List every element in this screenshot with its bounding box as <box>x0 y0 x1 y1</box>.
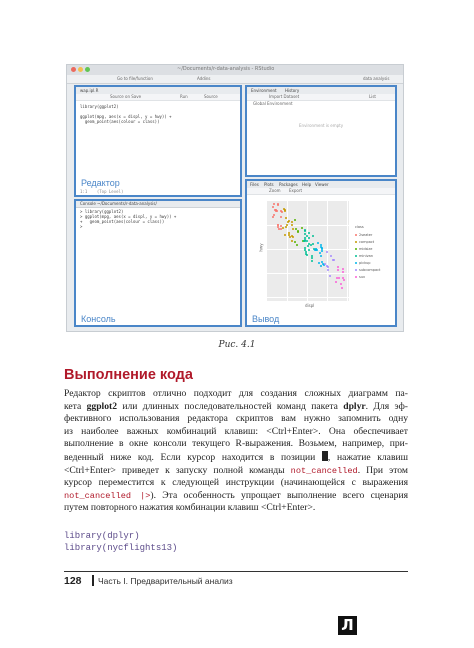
scatter-point <box>295 228 297 230</box>
main-toolbar <box>67 75 403 84</box>
inline-code: not_cancelled |> <box>64 490 151 501</box>
scatter-point <box>272 216 274 218</box>
scatter-point <box>301 227 303 229</box>
para-line: путем повторного нажатия комбинации клавиш <Ctrl+Enter>. <box>64 502 316 514</box>
tab-environment[interactable]: Environment <box>251 88 277 93</box>
global-env-select[interactable]: Global Environment <box>253 101 293 106</box>
grid-line <box>347 201 348 301</box>
scatter-point <box>342 277 344 279</box>
scatter-point <box>307 245 309 247</box>
grid-line <box>267 297 349 298</box>
running-footer: Часть I. Предварительный анализ <box>98 576 233 586</box>
scatter-point <box>312 235 314 237</box>
source-button[interactable]: Source <box>204 94 218 99</box>
legend-swatch <box>355 269 357 271</box>
editor-label: Редактор <box>81 178 120 188</box>
scatter-point <box>288 234 290 236</box>
code-block: library(dplyr) library(nycflights13) <box>64 531 178 553</box>
editor-status: 1:1 (Top Level) <box>80 189 124 194</box>
scatter-point <box>320 265 322 267</box>
goto-file-input[interactable]: Go to file/function <box>117 76 153 81</box>
legend-entry: minivan <box>355 254 373 258</box>
environment-pane <box>245 85 397 177</box>
legend-swatch <box>355 241 357 243</box>
legend-entry: midsize <box>355 247 372 251</box>
para-line: not_cancelled |>). Эта особенность упрощает выполнение всего сценария <box>64 489 409 501</box>
legend-entry: compact <box>355 240 374 244</box>
project-menu[interactable]: data analysis <box>363 76 390 81</box>
scatter-point <box>288 232 290 234</box>
output-label: Вывод <box>252 314 280 324</box>
scatter-point <box>288 220 290 222</box>
publisher-logo: Л <box>338 616 357 635</box>
scatter-point <box>294 241 296 243</box>
para-line: фективного использования редактора скриптов вам нужно запомнить одну <box>64 413 408 425</box>
scatter-point <box>291 235 293 237</box>
package-dplyr: dplyr <box>343 400 366 412</box>
scatter-point <box>280 228 282 230</box>
scatter-point <box>308 243 310 245</box>
environment-toolbar <box>247 94 395 101</box>
grid-line <box>267 273 349 274</box>
plot-ylabel: hwy <box>258 243 264 252</box>
scatter-point <box>320 255 322 257</box>
scatter-point <box>308 232 310 234</box>
package-ggplot2: ggplot2 <box>86 400 117 412</box>
footer-separator <box>92 575 94 586</box>
rstudio-screenshot <box>66 64 404 332</box>
tab-files[interactable]: Files <box>250 182 259 187</box>
scatter-point <box>324 263 326 265</box>
grid-line <box>307 201 308 301</box>
scatter-point <box>329 275 331 277</box>
scatter-point <box>291 221 293 223</box>
legend-entry: 2seater <box>355 233 372 237</box>
scatter-point <box>284 234 286 236</box>
plot-xlabel: displ <box>305 303 315 308</box>
scatter-point <box>304 229 306 231</box>
console-label: Консоль <box>81 314 116 324</box>
scatter-point <box>308 249 310 251</box>
minimize-icon[interactable] <box>78 67 83 72</box>
para-line: кета ggplot2 или длинных последовательностей команд пакета dplyr. Для эф- <box>64 400 408 412</box>
plots-toolbar <box>247 188 395 195</box>
tab-help[interactable]: Help <box>302 182 312 187</box>
scatter-point <box>321 261 323 263</box>
legend-swatch <box>355 255 357 257</box>
scatter-point <box>306 235 308 237</box>
scatter-point <box>304 237 306 239</box>
page-number: 128 <box>64 575 82 587</box>
scatter-plot <box>267 201 349 301</box>
list-view-button[interactable]: List <box>369 94 376 99</box>
source-on-save-checkbox[interactable]: Source on Save <box>110 94 142 99</box>
footer-rule <box>64 571 408 572</box>
scatter-point <box>285 226 287 228</box>
console-output[interactable]: > library(ggplot2) > ggplot(mpg, aes(x = displ, y = hwy)) + + geom_point(aes(colour = class)) > <box>80 209 177 229</box>
scatter-point <box>294 219 296 221</box>
editor-toolbar <box>76 94 240 101</box>
scatter-point <box>280 216 282 218</box>
scatter-point <box>319 252 321 254</box>
scatter-point <box>335 281 337 283</box>
addins-menu[interactable]: Addins <box>197 76 211 81</box>
console-header <box>76 201 240 208</box>
zoom-button[interactable]: Zoom <box>269 188 281 193</box>
inline-code: not_cancelled <box>290 465 358 476</box>
tab-viewer[interactable]: Viewer <box>315 182 329 187</box>
section-heading: Выполнение кода <box>64 367 193 383</box>
para-line: из наиболее важных комбинаций клавиш: <Ctrl+Enter>. Она обеспечивает <box>64 425 408 437</box>
scatter-point <box>292 228 294 230</box>
legend-title: class <box>355 225 364 229</box>
scatter-point <box>291 240 293 242</box>
console-path: Console ~/Documents/r-data-analysis/ <box>80 201 157 206</box>
scatter-point <box>318 262 320 264</box>
scatter-point <box>337 266 339 268</box>
legend-swatch <box>355 262 357 264</box>
scatter-point <box>273 203 275 205</box>
close-icon[interactable] <box>71 67 76 72</box>
scatter-point <box>291 224 293 226</box>
scatter-point <box>296 244 298 246</box>
scatter-point <box>338 277 340 279</box>
scatter-point <box>340 283 342 285</box>
scatter-point <box>342 268 344 270</box>
scatter-point <box>283 208 285 210</box>
run-button[interactable]: Run <box>180 94 188 99</box>
scatter-point <box>310 244 312 246</box>
legend-swatch <box>355 234 357 236</box>
legend-swatch <box>355 276 357 278</box>
body-paragraph <box>64 388 408 515</box>
window-title: ~/Documents/r-data-analysis - RStudio <box>177 66 275 72</box>
legend-swatch <box>355 248 357 250</box>
para-line: курсор переместится к следующей инструкции (начинающейся с выражения <box>64 477 408 489</box>
para-line: Редактор скриптов отлично подходит для создания сложных диаграмм па- <box>64 388 408 399</box>
plots-pane <box>245 179 397 327</box>
import-dataset-button[interactable]: Import Dataset <box>269 94 300 99</box>
para-line: веденный ниже код. Если курсор находится в позиции , нажатие клавиш <box>64 451 408 463</box>
legend-entry: subcompact <box>355 268 380 272</box>
scatter-point <box>337 269 339 271</box>
legend-entry: suv <box>355 275 365 279</box>
scatter-point <box>330 255 332 257</box>
scatter-point <box>306 240 308 242</box>
scatter-point <box>274 209 276 211</box>
scatter-point <box>317 242 319 244</box>
maximize-icon[interactable] <box>85 67 90 72</box>
tab-history[interactable]: History <box>285 88 300 93</box>
scatter-point <box>311 260 313 262</box>
grid-line <box>287 201 288 301</box>
scatter-point <box>277 204 279 206</box>
console-pane <box>74 199 242 327</box>
tab-packages[interactable]: Packages <box>279 182 298 187</box>
scatter-point <box>281 211 283 213</box>
tab-editor-file[interactable]: wap.ipl.R <box>80 88 99 93</box>
tab-plots[interactable]: Plots <box>264 182 274 187</box>
figure-caption: Рис. 4.1 <box>218 340 256 350</box>
grid-line <box>267 225 349 226</box>
scatter-point <box>285 217 287 219</box>
editor-pane <box>74 85 242 197</box>
para-line: выполнение в окне консоли текущего R-выражения. Возьмем, например, при- <box>64 438 408 450</box>
scatter-point <box>341 287 343 289</box>
scatter-point <box>297 231 299 233</box>
editor-code[interactable]: library(ggplot2) ggplot(mpg, aes(x = displ, y = hwy)) + geom_point(aes(colour = class)) <box>80 104 172 124</box>
environment-empty-message: Environment is empty <box>299 123 344 128</box>
legend-entry: pickup <box>355 261 370 265</box>
export-button[interactable]: Export <box>289 188 303 193</box>
scatter-point <box>273 214 275 216</box>
scatter-point <box>327 269 329 271</box>
scatter-point <box>321 248 323 250</box>
scatter-point <box>308 237 310 239</box>
scatter-point <box>343 279 345 281</box>
para-line: <Ctrl+Enter> приведет к запуску полной команды not_cancelled. При этом <box>64 464 408 476</box>
scatter-point <box>272 206 274 208</box>
